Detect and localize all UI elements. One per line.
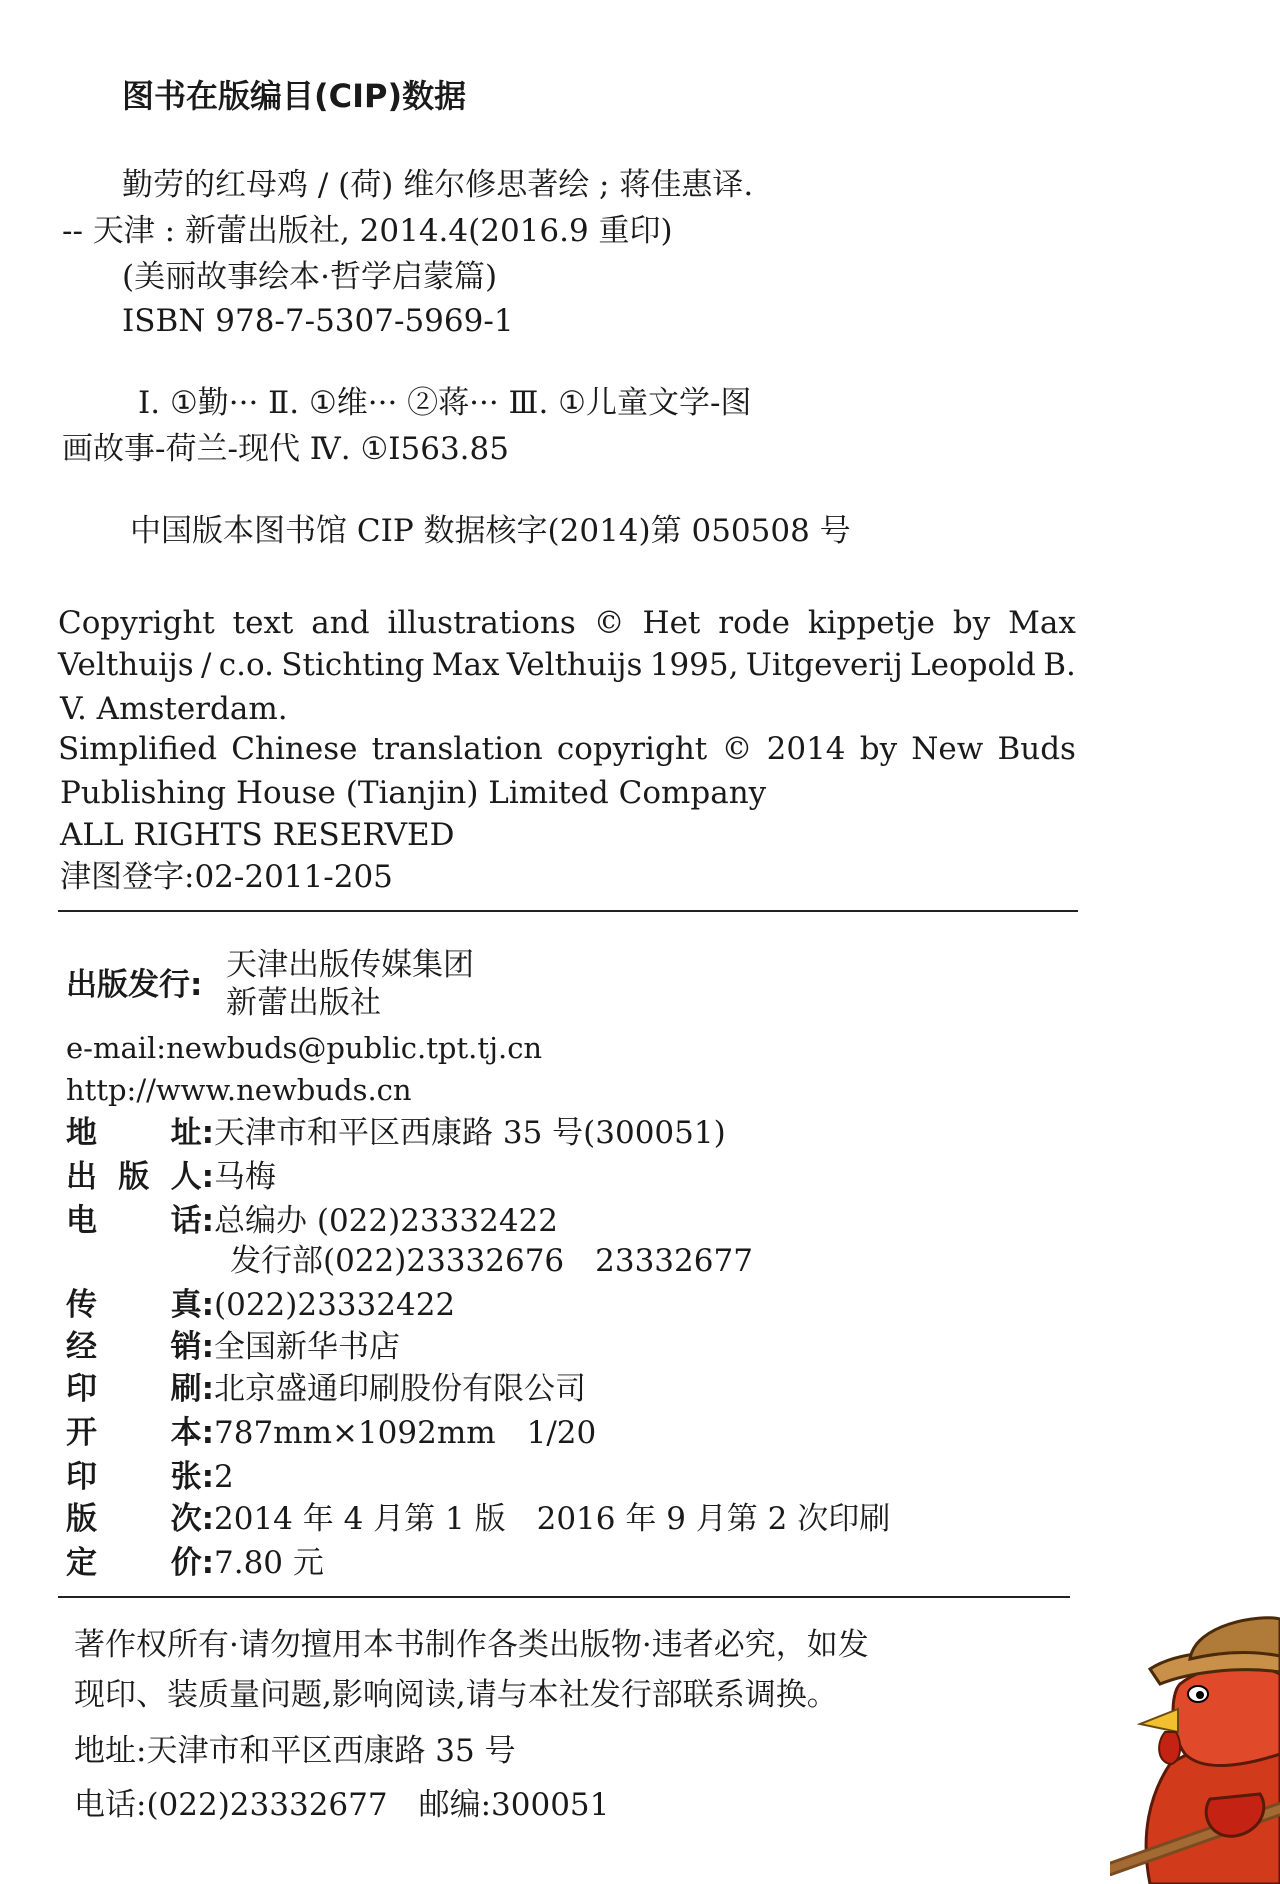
distributor-label: 经 销: (66, 1329, 214, 1365)
cip-publisher-line: -- 天津 : 新蕾出版社, 2014.4(2016.9 重印) (62, 213, 673, 249)
phone-value-1: 总编办 (022)23332422 (214, 1203, 558, 1239)
copyright-line-2 (58, 647, 1076, 683)
word: 1995, (649, 647, 739, 683)
word: translation (371, 731, 543, 767)
cip-series-line: (美丽故事绘本·哲学启蒙篇) (122, 259, 498, 295)
cip-classification-line-1: Ⅰ. ①勤··· Ⅱ. ①维··· ②蒋··· Ⅲ. ①儿童文学-图 (138, 385, 752, 421)
printer-label: 印 刷: (66, 1371, 214, 1407)
phone-value-2: 发行部(022)23332676 23332677 (230, 1243, 753, 1279)
fax-label: 传 真: (66, 1287, 214, 1323)
cip-heading: 图书在版编目(CIP)数据 (122, 77, 467, 115)
word: by (859, 731, 898, 767)
publisher-person-label: 出 版 人: (66, 1159, 214, 1195)
copyright-registration: 津图登字:02-2011-205 (60, 859, 393, 895)
printer-value: 北京盛通印刷股份有限公司 (214, 1371, 586, 1407)
copyright-line-1 (58, 605, 1076, 641)
word: kippetje (807, 605, 936, 641)
word: illustrations (387, 605, 576, 641)
publisher-person-value: 马梅 (214, 1159, 276, 1195)
cip-title-line: 勤劳的红母鸡 / (荷) 维尔修思著绘 ; 蒋佳惠译. (122, 167, 754, 203)
publisher-name-2: 新蕾出版社 (226, 985, 381, 1021)
copyright-symbol: © (593, 605, 625, 641)
address-value: 天津市和平区西康路 35 号(300051) (214, 1115, 726, 1151)
publisher-label: 出版发行: (66, 967, 203, 1003)
format-label: 开 本: (66, 1415, 214, 1451)
notice-address: 地址:天津市和平区西康路 35 号 (74, 1733, 516, 1769)
divider-1 (58, 910, 1078, 912)
address-label: 地 址: (66, 1115, 214, 1151)
word: Chinese (231, 731, 358, 767)
publisher-name-1: 天津出版传媒集团 (226, 947, 474, 983)
word: New (911, 731, 984, 767)
word: 2014 (766, 731, 846, 767)
notice-line-1: 著作权所有·请勿擅用本书制作各类出版物·违者必究，如发 (74, 1627, 869, 1663)
word: and (311, 605, 370, 641)
copyright-symbol: © (721, 731, 753, 767)
word: Simplified (58, 731, 218, 767)
publisher-email: e-mail:newbuds@public.tpt.tj.cn (66, 1031, 543, 1065)
fax-value: (022)23332422 (214, 1287, 456, 1323)
sheets-value: 2 (214, 1459, 234, 1495)
copyright-line-3: V. Amsterdam. (60, 691, 288, 727)
format-value: 787mm×1092mm 1/20 (214, 1415, 597, 1451)
publisher-website: http://www.newbuds.cn (66, 1073, 412, 1107)
edition-value: 2014 年 4 月第 1 版 2016 年 9 月第 2 次印刷 (214, 1501, 891, 1537)
word: text (232, 605, 294, 641)
price-value: 7.80 元 (214, 1545, 324, 1581)
word: by (952, 605, 991, 641)
cip-verification-line: 中国版本图书馆 CIP 数据核字(2014)第 050508 号 (130, 513, 851, 549)
notice-phone: 电话:(022)23332677 邮编:300051 (74, 1787, 610, 1823)
word: rode (718, 605, 790, 641)
edition-label: 版 次: (66, 1501, 214, 1537)
price-label: 定 价: (66, 1545, 214, 1581)
word: Max (431, 647, 500, 683)
word: Leopold (910, 647, 1036, 683)
phone-label: 电 话: (66, 1203, 214, 1239)
rooster-illustration (1110, 1614, 1280, 1884)
word: Stichting (281, 647, 425, 683)
copyright-line-4 (58, 731, 1076, 767)
word: c.o. (218, 647, 274, 683)
word: copyright (556, 731, 708, 767)
distributor-value: 全国新华书店 (214, 1329, 400, 1365)
word: Max (1008, 605, 1076, 641)
divider-2 (58, 1596, 1070, 1598)
word: Het (642, 605, 701, 641)
copyright-line-6: ALL RIGHTS RESERVED (60, 817, 455, 853)
sheets-label: 印 张: (66, 1459, 214, 1495)
word: B. (1043, 647, 1076, 683)
word: Buds (997, 731, 1076, 767)
word: Uitgeverij (745, 647, 903, 683)
word: Copyright (58, 605, 215, 641)
cip-isbn-line: ISBN 978-7-5307-5969-1 (122, 303, 514, 339)
word: Velthuijs (58, 647, 194, 683)
notice-line-2: 现印、装质量问题,影响阅读,请与本社发行部联系调换。 (74, 1677, 838, 1713)
copyright-line-5: Publishing House (Tianjin) Limited Company (60, 775, 767, 811)
rooster-icon (1110, 1614, 1280, 1884)
word: Velthuijs (506, 647, 643, 683)
cip-classification-line-2: 画故事-荷兰-现代 Ⅳ. ①I563.85 (62, 431, 509, 467)
word: / (200, 647, 212, 683)
